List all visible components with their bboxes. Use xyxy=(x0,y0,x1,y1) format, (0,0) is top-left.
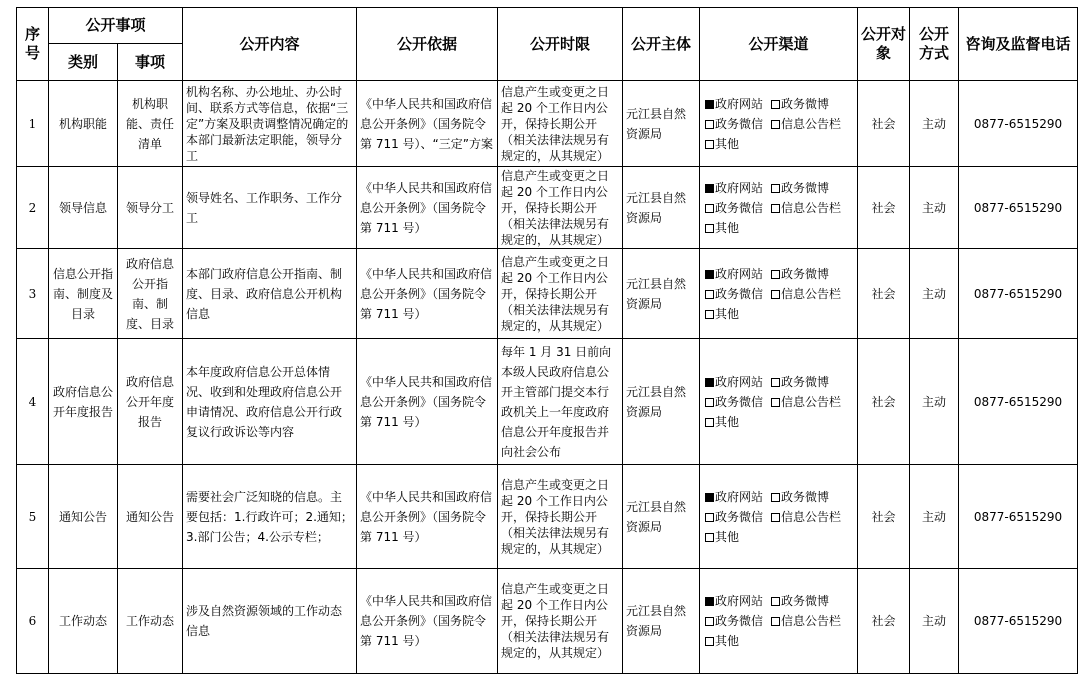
row-method: 主动 xyxy=(910,569,959,674)
row-subject: 元江县自然资源局 xyxy=(623,249,700,339)
row-target: 社会 xyxy=(858,167,910,249)
unchecked-box-icon xyxy=(771,617,780,626)
channel-website: 政府网站 xyxy=(715,374,764,389)
channel-website: 政府网站 xyxy=(715,96,764,111)
row-time: 信息产生或变更之日起 20 个工作日内公开，保持长期公开（相关法律法规另有规定的，从其规定） xyxy=(498,167,623,249)
header-time: 公开时限 xyxy=(498,8,623,81)
channel-line xyxy=(703,591,854,611)
channel-line xyxy=(703,611,854,631)
table-row xyxy=(17,81,1078,167)
channel-line xyxy=(703,178,854,198)
channel-other: 其他 xyxy=(715,634,740,648)
channel-wechat: 政务微信 xyxy=(715,394,764,409)
row-category: 工作动态 xyxy=(49,569,118,674)
unchecked-box-icon xyxy=(771,513,780,522)
channel-wechat: 政务微信 xyxy=(715,200,764,215)
table-row xyxy=(17,465,1078,569)
header-method: 公开方式 xyxy=(910,8,959,81)
unchecked-box-icon xyxy=(705,204,714,213)
channel-other: 其他 xyxy=(715,220,740,235)
channel-line xyxy=(703,527,854,547)
row-time: 信息产生或变更之日起 20 个工作日内公开，保持长期公开（相关法律法规另有规定的，从其规定） xyxy=(498,249,623,339)
header-item: 事项 xyxy=(118,44,183,81)
channel-weibo: 政务微博 xyxy=(781,374,830,389)
channel-wechat: 政务微信 xyxy=(715,509,764,524)
channel-line xyxy=(703,134,854,154)
row-subject: 元江县自然资源局 xyxy=(623,167,700,249)
row-content: 机构名称、办公地址、办公时间、联系方式等信息，依据“三定”方案及职责调整情况确定的本部门最新法定职能，领导分工 xyxy=(183,81,357,167)
channel-website: 政府网站 xyxy=(715,180,764,195)
row-content: 本部门政府信息公开指南、制度、目录、政府信息公开机构信息 xyxy=(183,249,357,339)
channel-website: 政府网站 xyxy=(715,489,764,504)
channel-other: 其他 xyxy=(715,306,740,321)
row-time: 每年 1 月 31 日前向本级人民政府信息公开主管部门提交本行政机关上一年度政府信息公开年度报告并向社会公布 xyxy=(498,339,623,465)
checked-box-icon xyxy=(705,597,714,606)
row-item: 政府信息公开指南、制度、目录 xyxy=(118,249,183,339)
row-channels xyxy=(700,249,858,339)
header-subject: 公开主体 xyxy=(623,8,700,81)
unchecked-box-icon xyxy=(771,378,780,387)
row-phone: 0877-6515290 xyxy=(959,339,1078,465)
channel-weibo: 政务微博 xyxy=(781,594,830,608)
row-target: 社会 xyxy=(858,569,910,674)
row-subject: 元江县自然资源局 xyxy=(623,569,700,674)
channel-line xyxy=(703,198,854,218)
checked-box-icon xyxy=(705,270,714,279)
row-seq: 4 xyxy=(17,339,49,465)
row-basis: 《中华人民共和国政府信息公开条例》（国务院令第 711 号）、“三定”方案 xyxy=(357,81,498,167)
channel-other: 其他 xyxy=(715,529,740,544)
channel-line xyxy=(703,218,854,238)
row-channels xyxy=(700,339,858,465)
channel-line xyxy=(703,264,854,284)
row-phone: 0877-6515290 xyxy=(959,167,1078,249)
row-category: 机构职能 xyxy=(49,81,118,167)
channel-line xyxy=(703,412,854,432)
channel-board: 信息公告栏 xyxy=(781,116,842,131)
channel-board: 信息公告栏 xyxy=(781,286,842,301)
row-seq: 2 xyxy=(17,167,49,249)
row-channels xyxy=(700,569,858,674)
table-row xyxy=(17,249,1078,339)
row-basis: 《中华人民共和国政府信息公开条例》（国务院令第 711 号） xyxy=(357,249,498,339)
row-category: 信息公开指南、制度及目录 xyxy=(49,249,118,339)
row-target: 社会 xyxy=(858,465,910,569)
channel-line xyxy=(703,487,854,507)
channel-board: 信息公告栏 xyxy=(781,614,842,628)
unchecked-box-icon xyxy=(771,290,780,299)
row-target: 社会 xyxy=(858,249,910,339)
table-row xyxy=(17,167,1078,249)
row-basis: 《中华人民共和国政府信息公开条例》（国务院令第 711 号） xyxy=(357,167,498,249)
row-channels xyxy=(700,465,858,569)
channel-wechat: 政务微信 xyxy=(715,614,764,628)
unchecked-box-icon xyxy=(771,100,780,109)
row-seq: 1 xyxy=(17,81,49,167)
unchecked-box-icon xyxy=(771,270,780,279)
row-seq: 5 xyxy=(17,465,49,569)
unchecked-box-icon xyxy=(771,120,780,129)
channel-weibo: 政务微博 xyxy=(781,489,830,504)
row-item: 领导分工 xyxy=(118,167,183,249)
checked-box-icon xyxy=(705,184,714,193)
channel-website: 政府网站 xyxy=(715,594,764,608)
unchecked-box-icon xyxy=(771,597,780,606)
channel-line xyxy=(703,392,854,412)
header-contact: 咨询及监督电话 xyxy=(959,8,1078,81)
unchecked-box-icon xyxy=(705,637,714,646)
row-seq: 6 xyxy=(17,569,49,674)
row-method: 主动 xyxy=(910,167,959,249)
unchecked-box-icon xyxy=(705,418,714,427)
row-item: 通知公告 xyxy=(118,465,183,569)
disclosure-table xyxy=(16,7,1078,674)
unchecked-box-icon xyxy=(705,398,714,407)
channel-line xyxy=(703,94,854,114)
row-phone: 0877-6515290 xyxy=(959,249,1078,339)
header-target: 公开对象 xyxy=(858,8,910,81)
channel-line xyxy=(703,631,854,651)
row-subject: 元江县自然资源局 xyxy=(623,465,700,569)
unchecked-box-icon xyxy=(771,184,780,193)
unchecked-box-icon xyxy=(771,493,780,502)
header-content: 公开内容 xyxy=(183,8,357,81)
row-target: 社会 xyxy=(858,339,910,465)
header-basis: 公开依据 xyxy=(357,8,498,81)
channel-line xyxy=(703,284,854,304)
checked-box-icon xyxy=(705,378,714,387)
row-method: 主动 xyxy=(910,81,959,167)
unchecked-box-icon xyxy=(705,533,714,542)
row-target: 社会 xyxy=(858,81,910,167)
table-row xyxy=(17,339,1078,465)
row-method: 主动 xyxy=(910,339,959,465)
row-phone: 0877-6515290 xyxy=(959,465,1078,569)
row-method: 主动 xyxy=(910,249,959,339)
unchecked-box-icon xyxy=(771,204,780,213)
row-item: 工作动态 xyxy=(118,569,183,674)
row-item: 机构职能、责任清单 xyxy=(118,81,183,167)
row-time: 信息产生或变更之日起 20 个工作日内公开，保持长期公开（相关法律法规另有规定的，从其规定） xyxy=(498,81,623,167)
channel-line xyxy=(703,304,854,324)
channel-other: 其他 xyxy=(715,136,740,151)
row-content: 领导姓名、工作职务、工作分工 xyxy=(183,167,357,249)
channel-weibo: 政务微博 xyxy=(781,96,830,111)
row-category: 通知公告 xyxy=(49,465,118,569)
row-content: 涉及自然资源领域的工作动态信息 xyxy=(183,569,357,674)
row-channels xyxy=(700,81,858,167)
unchecked-box-icon xyxy=(705,290,714,299)
unchecked-box-icon xyxy=(705,310,714,319)
channel-board: 信息公告栏 xyxy=(781,509,842,524)
header-category: 类别 xyxy=(49,44,118,81)
unchecked-box-icon xyxy=(705,140,714,149)
checked-box-icon xyxy=(705,493,714,502)
channel-line xyxy=(703,507,854,527)
unchecked-box-icon xyxy=(705,120,714,129)
channel-wechat: 政务微信 xyxy=(715,286,764,301)
header-channel: 公开渠道 xyxy=(700,8,858,81)
table-row xyxy=(17,569,1078,674)
channel-weibo: 政务微博 xyxy=(781,180,830,195)
channel-wechat: 政务微信 xyxy=(715,116,764,131)
row-channels xyxy=(700,167,858,249)
channel-other: 其他 xyxy=(715,414,740,429)
row-content: 本年度政府信息公开总体情况、收到和处理政府信息公开申请情况、政府信息公开行政复议行政诉讼等内容 xyxy=(183,339,357,465)
header-seq: 序号 xyxy=(17,8,49,81)
row-basis: 《中华人民共和国政府信息公开条例》（国务院令第 711 号） xyxy=(357,339,498,465)
channel-line xyxy=(703,372,854,392)
unchecked-box-icon xyxy=(705,617,714,626)
row-basis: 《中华人民共和国政府信息公开条例》（国务院令第 711 号） xyxy=(357,569,498,674)
row-phone: 0877-6515290 xyxy=(959,81,1078,167)
row-category: 政府信息公开年度报告 xyxy=(49,339,118,465)
channel-weibo: 政务微博 xyxy=(781,266,830,281)
row-seq: 3 xyxy=(17,249,49,339)
row-content: 需要社会广泛知晓的信息。主要包括：1.行政许可；2.通知；3.部门公告；4.公示专栏； xyxy=(183,465,357,569)
row-subject: 元江县自然资源局 xyxy=(623,339,700,465)
channel-website: 政府网站 xyxy=(715,266,764,281)
channel-board: 信息公告栏 xyxy=(781,394,842,409)
row-item: 政府信息公开年度报告 xyxy=(118,339,183,465)
row-basis: 《中华人民共和国政府信息公开条例》（国务院令第 711 号） xyxy=(357,465,498,569)
unchecked-box-icon xyxy=(705,513,714,522)
unchecked-box-icon xyxy=(705,224,714,233)
header-public-items: 公开事项 xyxy=(49,8,183,44)
channel-line xyxy=(703,114,854,134)
row-phone: 0877-6515290 xyxy=(959,569,1078,674)
row-subject: 元江县自然资源局 xyxy=(623,81,700,167)
row-time: 信息产生或变更之日起 20 个工作日内公开，保持长期公开（相关法律法规另有规定的，从其规定） xyxy=(498,569,623,674)
channel-board: 信息公告栏 xyxy=(781,200,842,215)
unchecked-box-icon xyxy=(771,398,780,407)
row-category: 领导信息 xyxy=(49,167,118,249)
row-time: 信息产生或变更之日起 20 个工作日内公开，保持长期公开（相关法律法规另有规定的，从其规定） xyxy=(498,465,623,569)
row-method: 主动 xyxy=(910,465,959,569)
checked-box-icon xyxy=(705,100,714,109)
